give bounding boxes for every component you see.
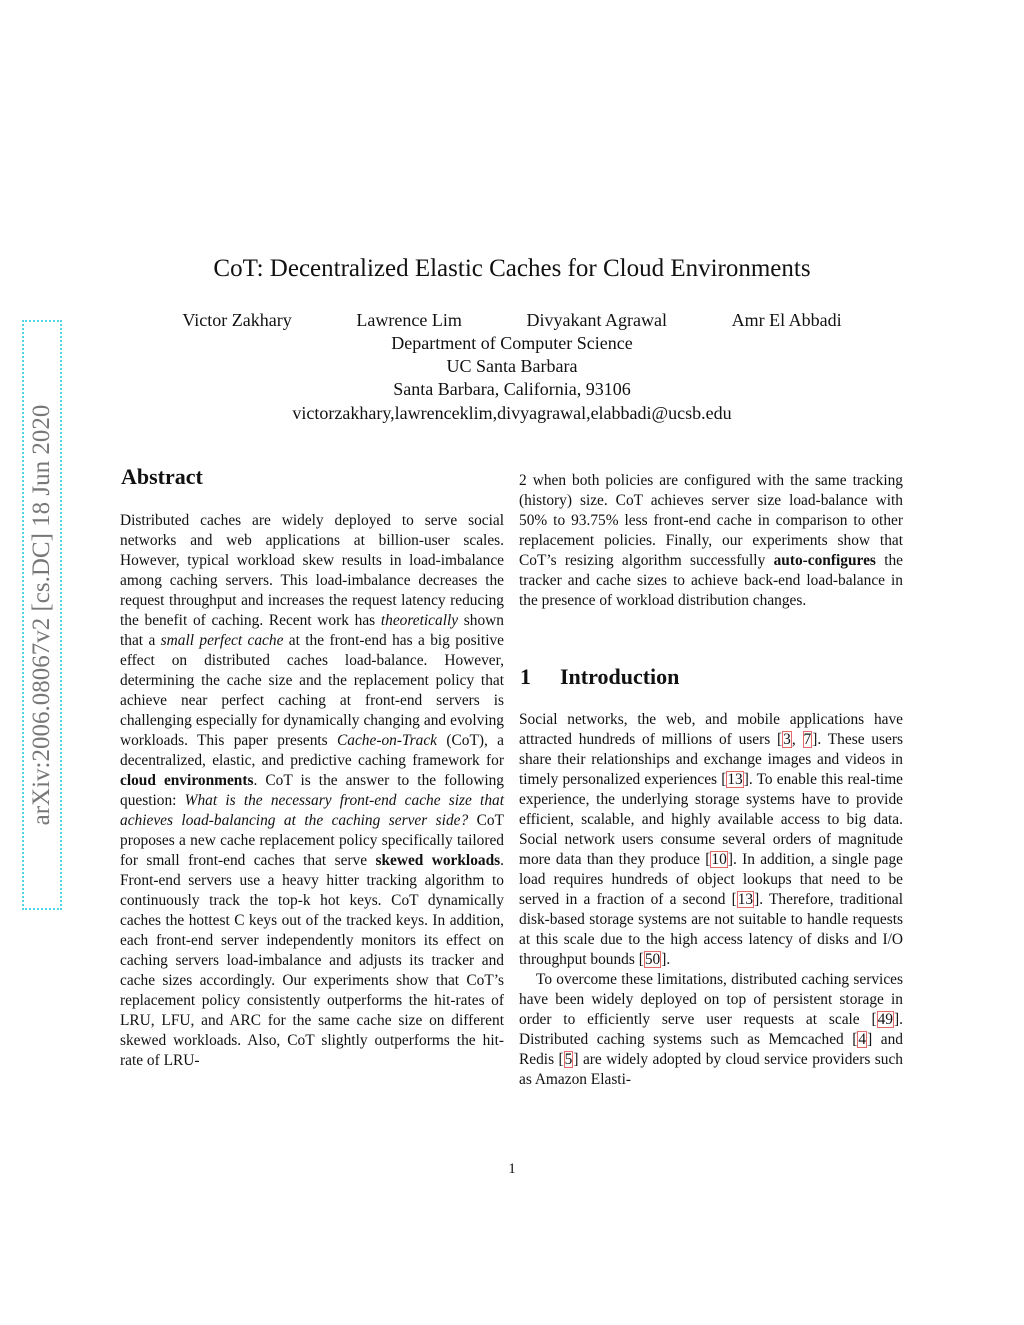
affiliation-location: Santa Barbara, California, 93106 xyxy=(393,379,631,399)
abstract-heading: Abstract xyxy=(121,464,203,489)
page-number: 1 xyxy=(508,1161,516,1177)
citation-link[interactable]: 13 xyxy=(737,891,754,908)
citation-link[interactable]: 10 xyxy=(711,851,727,868)
author: Divyakant Agrawal xyxy=(526,310,667,330)
arxiv-id-text: arXiv:2006.08067v2 [cs.DC] 18 Jun 2020 xyxy=(28,404,55,826)
author-list xyxy=(150,310,874,331)
citation-link[interactable]: 49 xyxy=(877,1011,893,1028)
intro-paragraph-2: To overcome these limitations, distributed caching services have been widely deployed on top of persistent storage in order to efficiently serve user requests at scale [49]. Distributed caching systems such as Memcached [4] and Redis [5] are widely adopted by cloud service providers such as Amazon Elasti- xyxy=(519,971,904,1088)
affiliation-university: UC Santa Barbara xyxy=(446,356,578,376)
affiliation-department: Department of Computer Science xyxy=(391,333,633,353)
abstract-right-column xyxy=(519,471,903,611)
abstract-continuation: 2 when both policies are configured with the same tracking (history) size. CoT achieves server size load-balance with 50% to 93.75% less front-end cache in comparison to other replacement policies. Finally, our experiments show that CoT’s resizing algorithm successfully auto-configures the tracker and cache sizes to achieve back-end load-balance in the presence of workload distribution changes. xyxy=(519,472,903,609)
citation-link[interactable]: 7 xyxy=(803,731,812,748)
citation-link[interactable]: 13 xyxy=(727,771,743,788)
citation-link[interactable]: 3 xyxy=(783,731,791,748)
introduction-body xyxy=(519,710,903,1090)
abstract-left-column xyxy=(120,511,504,1071)
citation-link[interactable]: 50 xyxy=(644,951,661,968)
author: Victor Zakhary xyxy=(182,310,292,330)
citation-link[interactable]: 4 xyxy=(858,1031,867,1048)
citation-link[interactable]: 5 xyxy=(564,1051,573,1068)
author-emails[interactable]: victorzakhary,lawrenceklim,divyagrawal,elabbadi@ucsb.edu xyxy=(292,403,732,423)
abstract-paragraph: Distributed caches are widely deployed to serve social networks and web applications at billion-user scales. However, typical workload skew results in load-imbalance among caching servers. This load-imbalance decreases the request throughput and increases the request latency reducing the benefit of caching. Recent work has theoretically shown that a small perfect cache at the front-end has a big positive effect on distributed caches load-balance. However, determining the cache size and the replacement policy that achieve near perfect caching at front-end servers is challenging especially for dynamically changing and evolving workloads. This paper presents Cache-on-Track (CoT), a decentralized, elastic, and predictive caching framework for cloud environments. CoT is the answer to the following question: What is the necessary front-end cache size that achieves load-balancing at the caching server side? CoT proposes a new cache replacement policy specifically tailored for small front-end caches that serve skewed workloads. Front-end servers use a heavy hitter tracking algorithm to continuously track the top-k hot keys. CoT dynamically caches the hottest C keys out of the tracked keys. In addition, each front-end server independently monitors its effect on caching servers load-imbalance and adjusts its tracker and cache sizes accordingly. Our experiments show that CoT’s replacement policy consistently outperforms the hit-rates of LRU, LFU, and ARC for the same cache size on different skewed workloads. Also, CoT slightly outperforms the hit-rate of LRU- xyxy=(120,512,505,1069)
intro-paragraph-1: Social networks, the web, and mobile applications have attracted hundreds of millions of users [3, 7]. These users share their relationships and exchange images and videos in timely personalized experiences [13]. To enable this real-time experience, the underlying storage systems have to provide efficient, scalable, and highly available access to big data. Social network users consume several orders of magnitude more data than they produce [10]. In addition, a single page load requires hundreds of object lookups that need to be served in a fraction of a second [13]. Therefore, traditional disk-based storage systems are not suitable to handle requests at this scale due to the high access latency of disks and I/O throughput bounds [50]. xyxy=(519,711,904,968)
section-number: 1 xyxy=(520,664,531,689)
introduction-heading xyxy=(520,664,679,690)
author: Amr El Abbadi xyxy=(731,310,842,330)
author: Lawrence Lim xyxy=(356,310,462,330)
paper-title: CoT: Decentralized Elastic Caches for Cloud Environments xyxy=(213,255,811,282)
section-title: Introduction xyxy=(560,664,680,689)
